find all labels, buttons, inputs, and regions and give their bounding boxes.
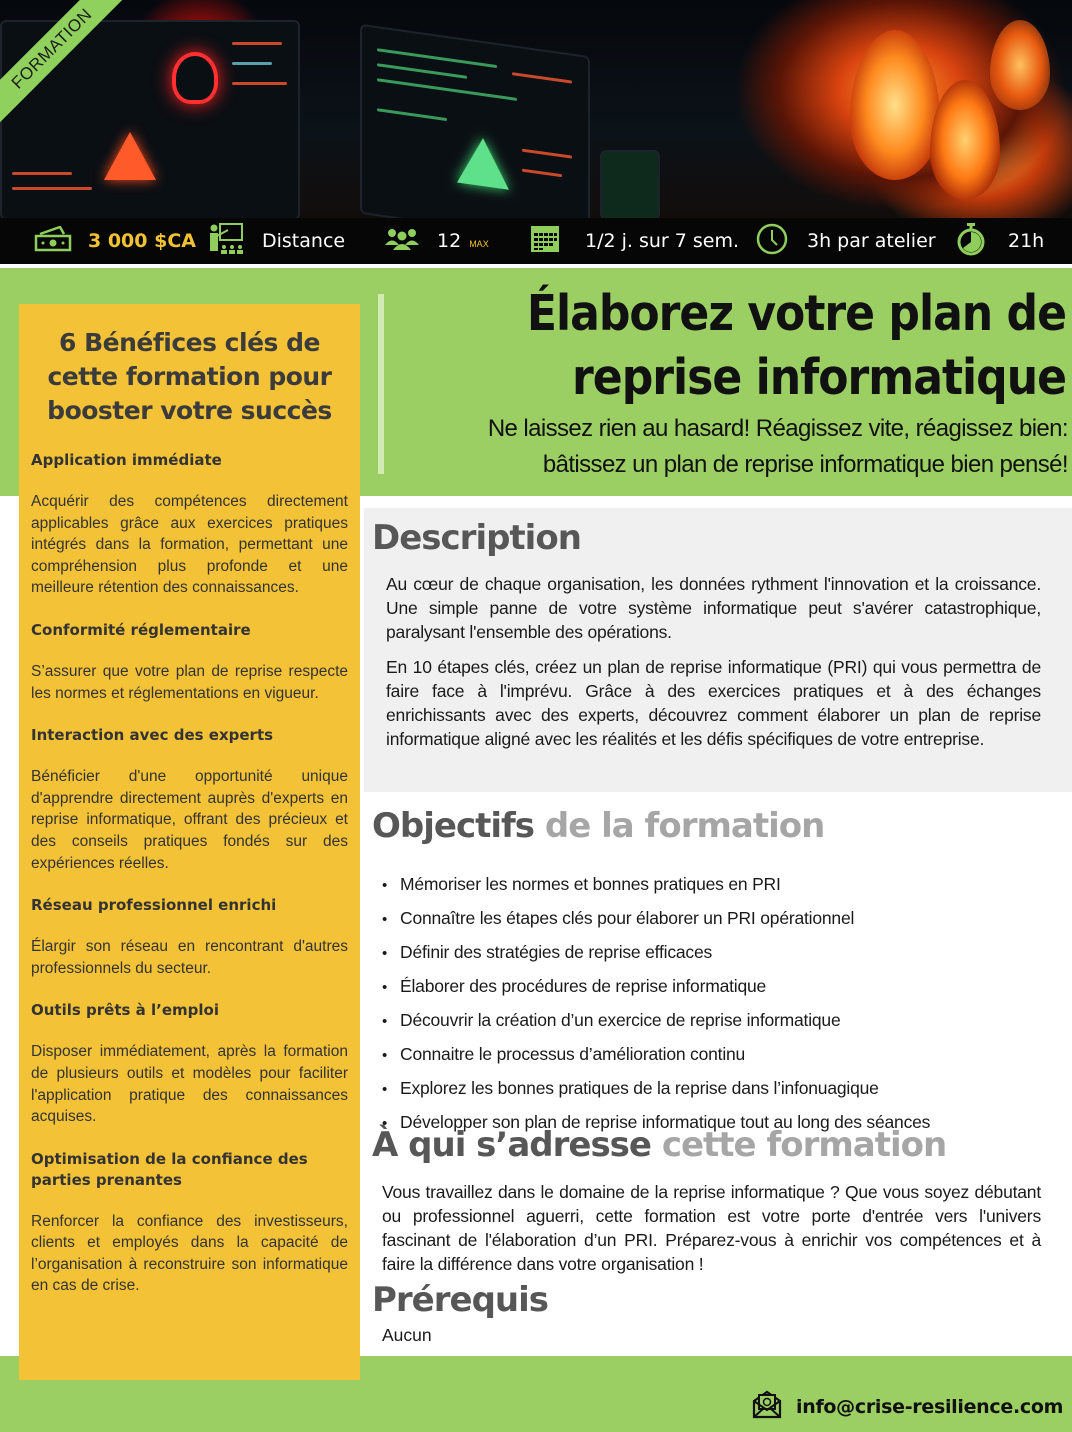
benefits-title: 6 Bénéfices clés de cette formation pour booster votre succès <box>47 328 332 425</box>
info-total <box>956 218 1044 264</box>
title-bold-1: votre plan de <box>747 285 1066 342</box>
subtitle-line-2: bâtissez un plan de reprise informatique bien pensé! <box>542 451 1068 478</box>
description-body <box>386 572 1041 751</box>
info-mode <box>208 218 345 264</box>
benefit-text: Élargir son réseau en rencontrant d'autres professionnels du secteur. <box>31 938 348 977</box>
benefit-title: Application immédiate <box>31 451 222 469</box>
clock-icon <box>756 223 788 260</box>
objectives-heading <box>372 806 824 846</box>
teacher-icon <box>208 222 246 261</box>
email-link[interactable]: info@crise-resilience.com <box>796 1395 1064 1418</box>
benefit-text: Bénéficier d'une opportunité unique d'apprendre directement auprès d'experts en reprise informatique, offrant des précieux et des conseils pratiques fondés sur des expériences réelles. <box>31 768 348 872</box>
calendar-icon <box>530 225 560 258</box>
objective-item: • Découvrir la création d’un exercice de reprise informatique <box>382 1004 1062 1038</box>
session-value: 3h par atelier <box>807 230 936 252</box>
hero-image <box>0 0 1072 218</box>
monitor-center <box>360 24 590 218</box>
total-hours-value: 21h <box>1008 230 1045 252</box>
info-participants <box>384 218 489 264</box>
objective-item: • Élaborer des procédures de reprise informatique <box>382 970 1062 1004</box>
benefit-title: Conformité réglementaire <box>31 620 251 639</box>
objective-item: • Connaître les étapes clés pour élaborer un PRI opérationnel <box>382 902 1062 936</box>
contact-email[interactable] <box>752 1389 1063 1424</box>
benefit-item <box>31 725 348 874</box>
objective-item: • Connaitre le processus d’amélioration continu <box>382 1038 1062 1072</box>
schedule-value: 1/2 j. sur 7 sem. <box>585 230 740 252</box>
subtitle-line-1: Ne laissez rien au hasard! Réagissez vite, réagissez bien: <box>487 415 1068 442</box>
description-paragraph: Au cœur de chaque organisation, les données rythment l'innovation et la croissance. Une simple panne de votre système informatique peut s'avérer catastrophique, paralysant l'ensemble des opérations. <box>386 574 1041 642</box>
benefits-sidebar <box>19 304 360 1380</box>
stopwatch-icon <box>956 222 986 261</box>
money-icon <box>34 226 72 257</box>
info-price <box>34 218 196 264</box>
info-schedule <box>530 218 739 264</box>
title-bold-2: reprise informatique <box>572 349 1066 406</box>
page-subtitle <box>378 411 1068 483</box>
monitor-right <box>600 150 660 218</box>
objectives-heading-dark: Objectifs <box>372 806 535 846</box>
benefit-title: Optimisation de la confiance des parties prenantes <box>31 1149 308 1189</box>
objective-item: • Développer son plan de reprise informatique tout au long des séances <box>382 1106 1062 1140</box>
audience-heading-dark: À qui s’adresse <box>372 1125 651 1165</box>
objective-item: • Mémoriser les normes et bonnes pratiques en PRI <box>382 868 1062 902</box>
benefit-title: Réseau professionnel enrichi <box>31 896 277 915</box>
group-icon <box>384 227 420 256</box>
description-paragraph: En 10 étapes clés, créez un plan de reprise informatique (PRI) qui vous permettra de faire face à l'imprévu. Grâce à des exercices pratiques et à des échanges enrichissants avec des experts, découvrez comment élaborer un plan de reprise informatique aligné avec les réalités et les défis spécifiques de votre entreprise. <box>386 657 1041 749</box>
title-light: Élaborez <box>526 285 748 342</box>
prerequisites-heading: Prérequis <box>372 1280 549 1320</box>
benefit-item <box>31 620 348 704</box>
objective-item: • Explorez les bonnes pratiques de la reprise dans l’infonuagique <box>382 1072 1062 1106</box>
description-heading: Description <box>372 518 581 558</box>
warning-icon <box>457 134 509 189</box>
benefit-item <box>31 1149 348 1297</box>
skull-icon <box>172 52 218 104</box>
mode-value: Distance <box>262 230 346 252</box>
info-bar <box>0 218 1072 264</box>
warning-icon <box>104 132 156 180</box>
info-session <box>756 218 936 264</box>
flame <box>990 20 1050 110</box>
benefit-text: Disposer immédiatement, après la formation de plusieurs outils et modèles pour faciliter l'application pratique des connaissances acquises. <box>31 1043 348 1126</box>
participants-value: 12 <box>437 230 462 252</box>
flame <box>850 30 940 180</box>
audience-heading <box>372 1125 946 1165</box>
objectives-heading-light: de la formation <box>544 806 825 846</box>
formation-ribbon: FORMATION <box>0 0 126 123</box>
price-value: 3 000 $CA <box>88 230 196 252</box>
flame <box>930 80 1000 200</box>
audience-heading-light: cette formation <box>661 1125 947 1165</box>
benefit-title: Outils prêts à l’emploi <box>31 1001 219 1020</box>
prerequisites-body: Aucun <box>382 1325 432 1345</box>
objectives-list <box>382 868 1062 1140</box>
objective-item: • Définir des stratégies de reprise efficaces <box>382 936 1062 970</box>
benefit-text: Renforcer la confiance des investisseurs, clients et employés dans la capacité de l’organisation à reconstruire son informatique en cas de crise. <box>31 1212 348 1295</box>
benefit-text: Acquérir des compétences directement applicables grâce aux exercices pratiques intégrés dans la formation, permettant une compréhension plus profonde et une meilleure rétention des connaissances. <box>31 493 348 597</box>
benefit-title: Interaction avec des experts <box>31 726 274 745</box>
participants-max-label: MAX <box>469 239 489 249</box>
benefit-item <box>31 1000 348 1127</box>
audience-body: Vous travaillez dans le domaine de la reprise informatique ? Que vous soyez débutant ou professionnel aguerri, cette formation est votre porte d'entrée vers l'univers fascinant de l'élaboration d’un PRI. Préparez-vous à enrichir vos compétences et à faire la différence dans votre organisation ! <box>382 1182 1041 1274</box>
benefit-text: S’assurer que votre plan de reprise respecte les normes et réglementations en vigueur. <box>31 662 348 702</box>
page-title <box>386 282 1066 410</box>
benefit-item <box>31 450 348 599</box>
envelope-icon <box>752 1389 782 1424</box>
benefit-item <box>31 895 348 979</box>
